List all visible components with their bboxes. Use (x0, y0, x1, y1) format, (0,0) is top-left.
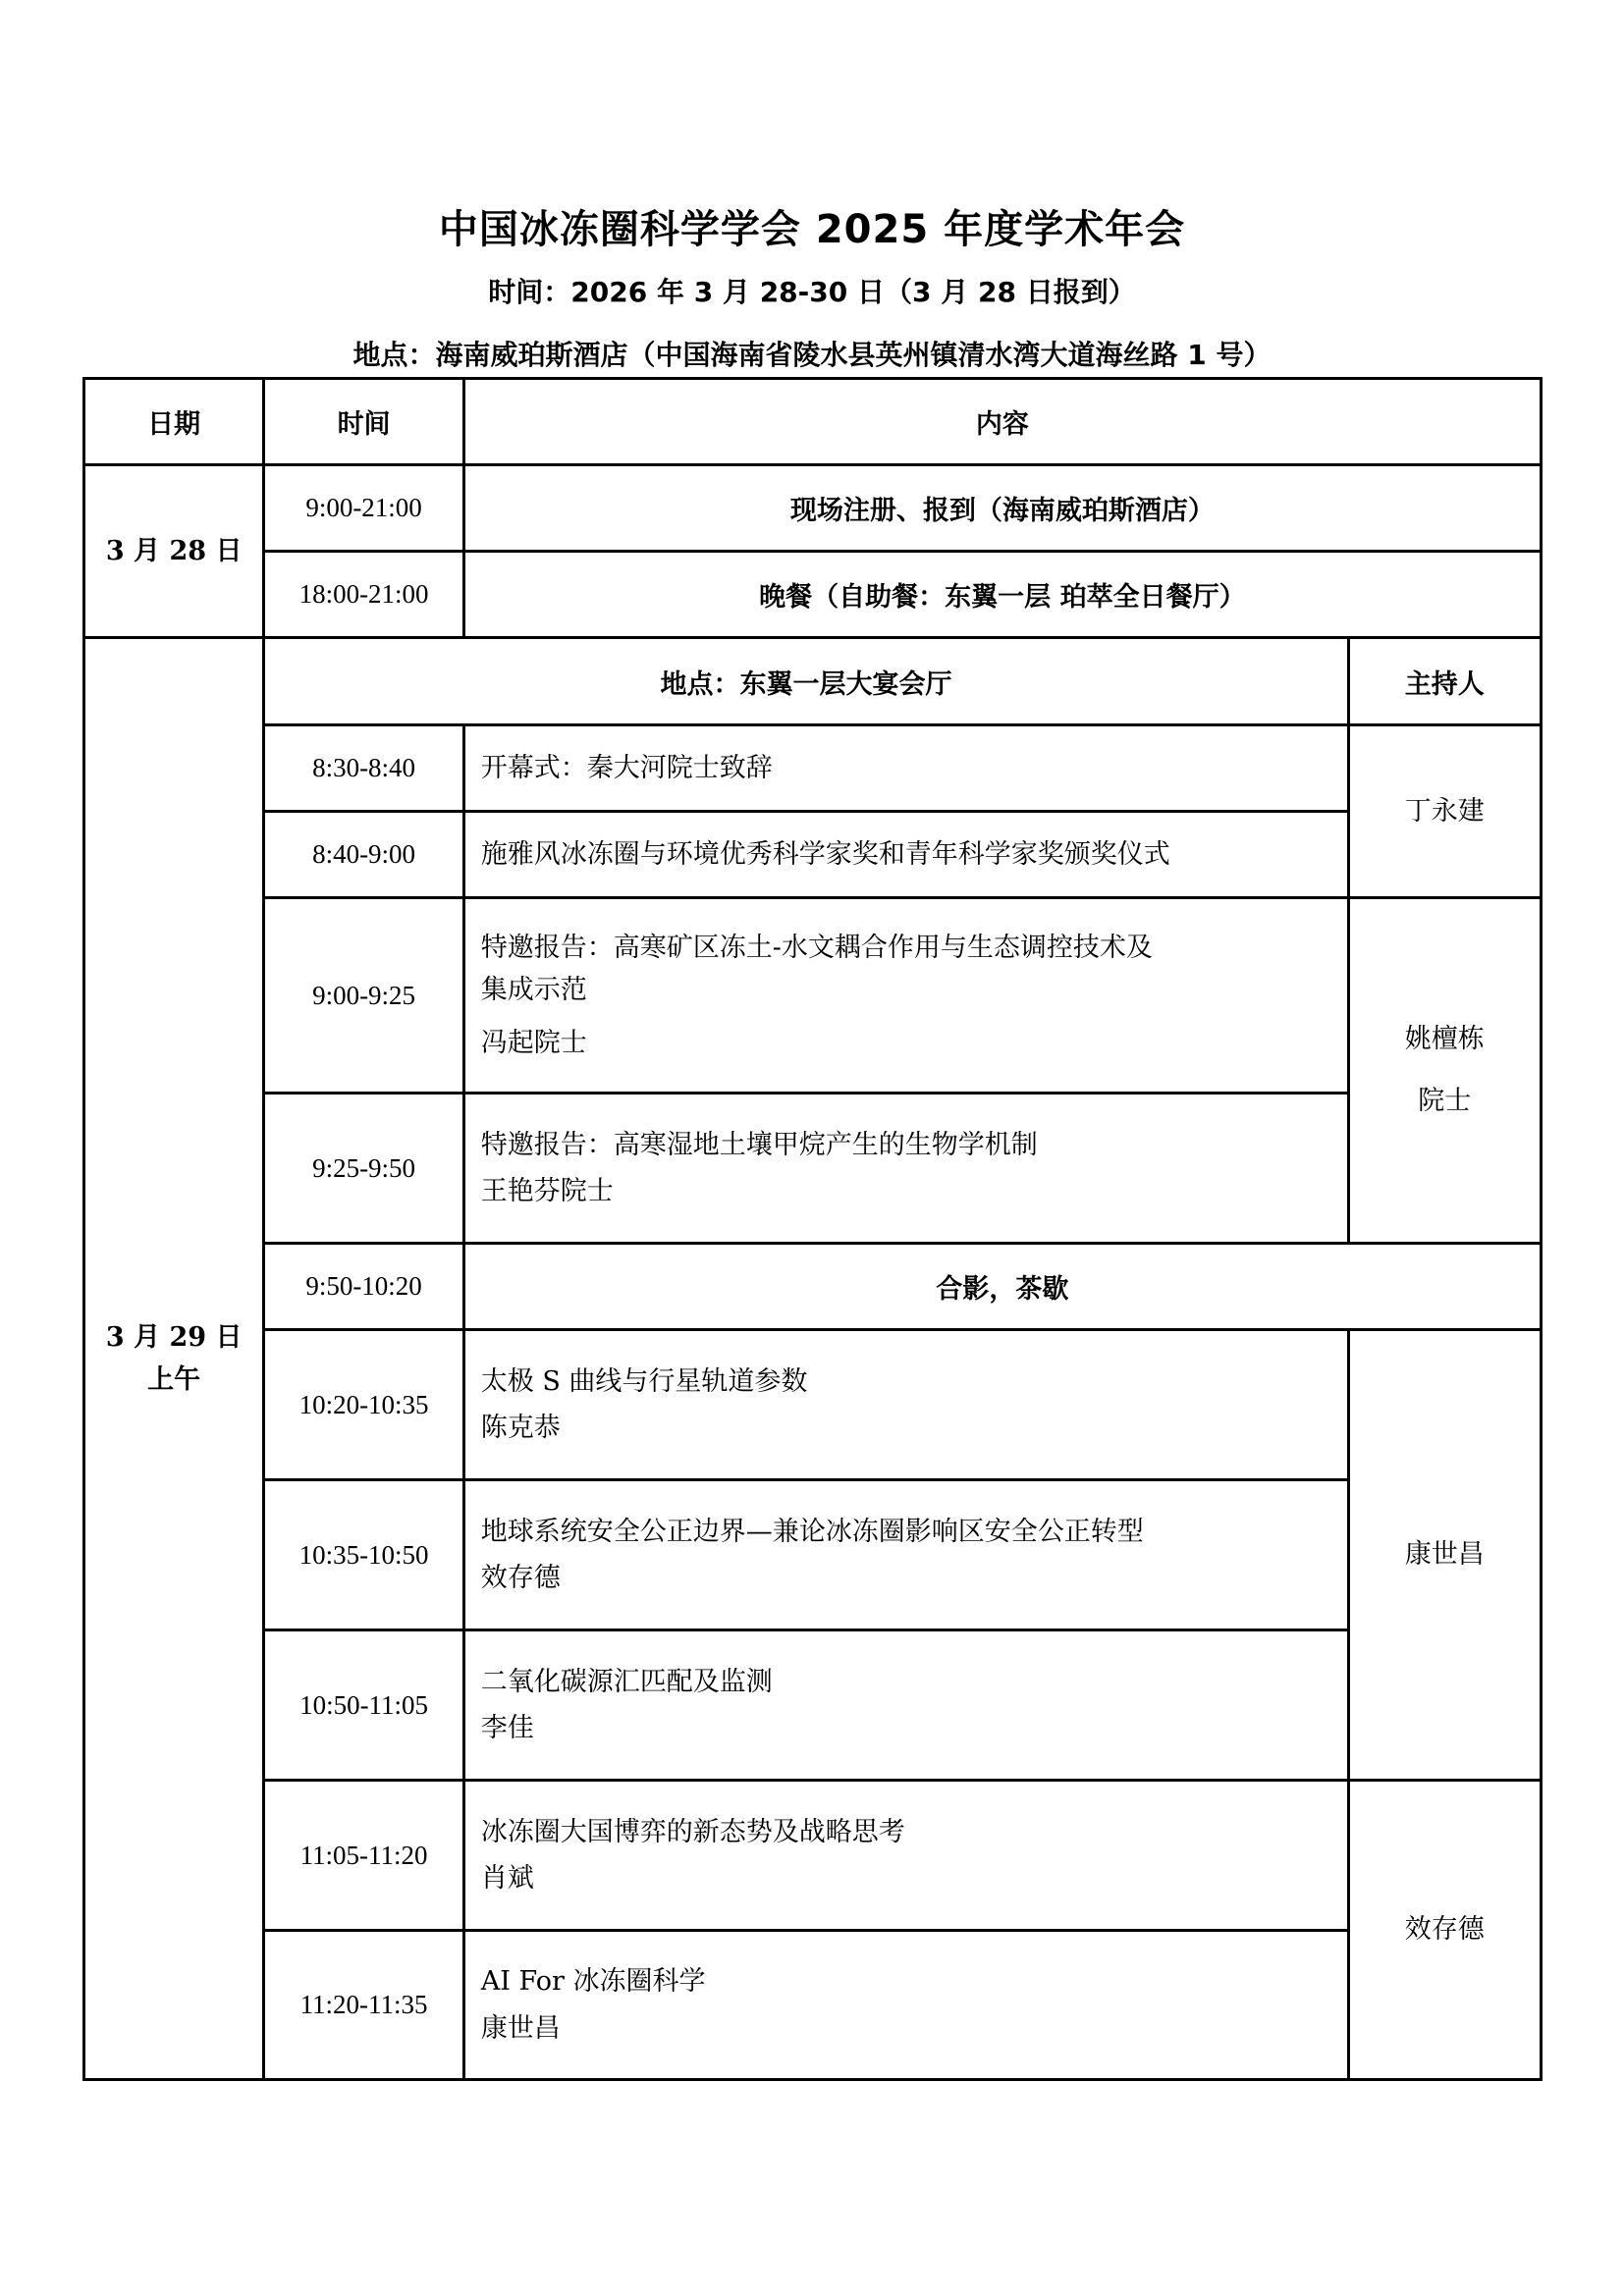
date-cell-day1 (84, 465, 264, 638)
content-cell (463, 1094, 1348, 1244)
table-row (84, 898, 1542, 1094)
session-speaker: 康世昌 (480, 2012, 561, 2044)
time-cell: 9:50-10:20 (264, 1244, 463, 1330)
session-title: 地球系统安全公正边界—兼论冰冻圈影响区安全公正转型 (480, 1516, 1144, 1547)
session-speaker: 效存德 (480, 1563, 561, 1593)
host-title: 院士 (1418, 1085, 1472, 1116)
content-cell (463, 1630, 1348, 1781)
table-row (84, 1630, 1542, 1781)
session-title: AI For 冰冻圈科学 (480, 1966, 706, 1998)
break-cell: 合影，茶歇 (463, 1244, 1541, 1330)
session-title: 太极 S 曲线与行星轨道参数 (480, 1365, 808, 1397)
host-cell (1348, 1330, 1541, 1781)
time-cell: 10:35-10:50 (264, 1480, 463, 1630)
session-speaker: 肖斌 (480, 1863, 534, 1894)
content-cell: 现场注册、报到（海南威珀斯酒店） (463, 465, 1541, 552)
time-cell: 11:05-11:20 (264, 1781, 463, 1931)
table-row (84, 1244, 1542, 1330)
table-row (84, 552, 1542, 638)
content-cell (463, 1931, 1348, 2080)
event-venue: 地点：海南威珀斯酒店（中国海南省陵水县英州镇清水湾大道海丝路 1 号） (352, 339, 1272, 371)
document-title: 中国冰冻圈科学学会 2025 年度学术年会 (438, 207, 1186, 252)
event-time: 时间：2026 年 3 月 28-30 日（3 月 28 日报到） (488, 276, 1136, 308)
time-cell: 9:25-9:50 (264, 1094, 463, 1244)
content-cell (463, 1480, 1348, 1630)
time-cell: 9:00-21:00 (264, 465, 463, 552)
host-name: 康世昌 (1404, 1539, 1485, 1571)
column-header-content: 内容 (463, 379, 1541, 465)
column-header-time: 时间 (264, 379, 463, 465)
time-cell: 10:20-10:35 (264, 1330, 463, 1480)
session-title: 施雅风冰冻圈与环境优秀科学家奖和青年科学家奖颁奖仪式 (480, 838, 1170, 870)
session-speaker: 王艳芬院士 (480, 1176, 614, 1206)
time-cell: 10:50-11:05 (264, 1630, 463, 1781)
table-header-row (84, 379, 1542, 465)
date-cell-day2 (84, 638, 264, 2080)
date-label: 3 月 29 日 (105, 1321, 243, 1353)
host-name: 丁永建 (1404, 795, 1485, 827)
schedule-table (82, 377, 1543, 2081)
host-name: 姚檀栋 (1404, 1024, 1485, 1055)
time-cell: 18:00-21:00 (264, 552, 463, 638)
date-period-label: 上午 (147, 1364, 201, 1395)
table-row (84, 725, 1542, 812)
session-title: 特邀报告：高寒湿地土壤甲烷产生的生物学机制 (480, 1129, 1038, 1160)
location-row (84, 638, 1542, 725)
content-cell (463, 812, 1348, 898)
table-row (84, 1330, 1542, 1480)
column-header-date: 日期 (84, 379, 264, 465)
session-speaker: 李佳 (480, 1713, 534, 1743)
time-cell: 9:00-9:25 (264, 898, 463, 1094)
time-cell: 8:30-8:40 (264, 725, 463, 812)
host-header: 主持人 (1348, 638, 1541, 725)
session-title-line2: 集成示范 (480, 975, 587, 1006)
content-cell: 晚餐（自助餐：东翼一层 珀萃全日餐厅） (463, 552, 1541, 638)
table-row (84, 1480, 1542, 1630)
host-cell (1348, 725, 1541, 898)
content-cell (463, 725, 1348, 812)
time-cell: 11:20-11:35 (264, 1931, 463, 2080)
content-cell (463, 898, 1348, 1094)
host-name: 效存德 (1404, 1914, 1485, 1946)
session-title-line1: 特邀报告：高寒矿区冻土-水文耦合作用与生态调控技术及 (480, 933, 1153, 964)
host-cell (1348, 1781, 1541, 2080)
session-speaker: 陈克恭 (480, 1413, 561, 1443)
date-label: 3 月 28 日 (105, 535, 243, 566)
table-row (84, 465, 1542, 552)
content-cell (463, 1781, 1348, 1931)
session-title: 冰冻圈大国博弈的新态势及战略思考 (480, 1816, 905, 1847)
table-row (84, 1094, 1542, 1244)
table-row (84, 1931, 1542, 2080)
session-speaker: 冯起院士 (480, 1027, 587, 1058)
table-row (84, 812, 1542, 898)
time-cell: 8:40-9:00 (264, 812, 463, 898)
session-title: 二氧化碳源汇匹配及监测 (480, 1666, 773, 1697)
content-cell (463, 1330, 1348, 1480)
location-cell: 地点：东翼一层大宴会厅 (264, 638, 1348, 725)
table-row (84, 1781, 1542, 1931)
session-title: 开幕式：秦大河院士致辞 (480, 752, 773, 783)
host-cell (1348, 898, 1541, 1244)
